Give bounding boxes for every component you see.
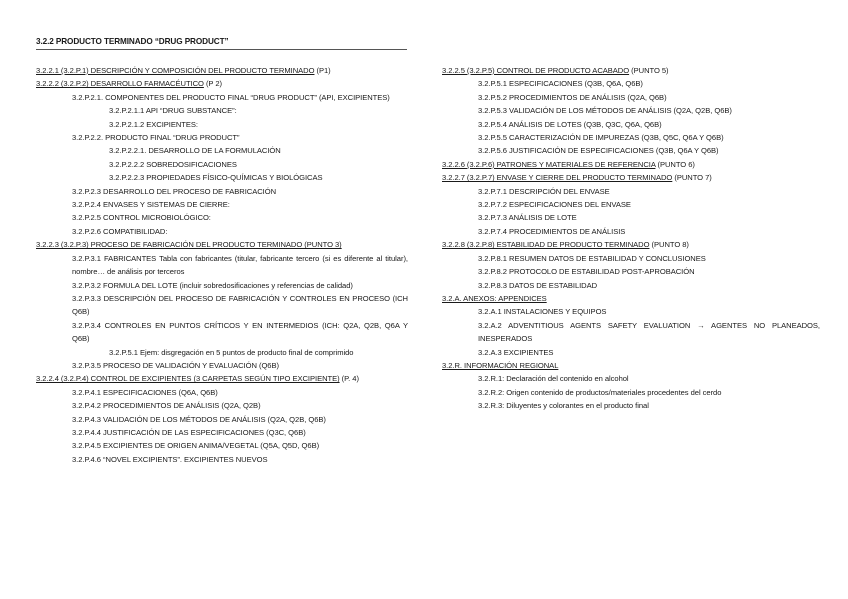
section-heading-suffix: (PUNTO 6) (655, 159, 695, 169)
outline-item-text: 3.2.P.5.1 ESPECIFICACIONES (Q3B, Q6A, Q6B) (478, 79, 643, 89)
outline-item-text: 3.2.P.4.6 “NOVEL EXCIPIENTS”. EXCIPIENTES NUEVOS (72, 454, 268, 464)
outline-item (36, 413, 408, 426)
outline-item-text: 3.2.P.2.2.3 PROPIEDADES FÍSICO-QUÍMICAS Y BIOLÓGICAS (109, 173, 323, 183)
section-heading-label: 3.2.2.3 (3.2.P.3) PROCESO DE FABRICACIÓN DEL PRODUCTO TERMINADO (PUNTO 3) (36, 240, 342, 250)
section-heading-label: 3.2.2.7 (3.2.P.7) ENVASE Y CIERRE DEL PRODUCTO TERMINADO (442, 173, 673, 183)
outline-item (442, 252, 820, 265)
section-heading (36, 238, 408, 251)
outline-item-text: 3.2.P.5.3 VALIDACIÓN DE LOS MÉTODOS DE ANÁLISIS (Q2A, Q2B, Q6B) (478, 106, 732, 116)
outline-item (442, 346, 820, 359)
outline-item (36, 198, 408, 211)
section-heading-suffix: (PUNTO 8) (649, 240, 689, 250)
outline-item-text: 3.2.A.1 INSTALACIONES Y EQUIPOS (478, 307, 607, 317)
section-heading-label: 3.2.2.2 (3.2.P.2) DESARROLLO FARMACÉUTICO (36, 79, 204, 89)
right-column (442, 64, 820, 413)
section-heading (442, 171, 820, 184)
outline-item (442, 372, 820, 385)
section-heading (442, 64, 820, 77)
section-heading-label: 3.2.2.6 (3.2.P.6) PATRONES Y MATERIALES DE REFERENCIA (442, 159, 656, 169)
outline-item (442, 144, 820, 157)
outline-item-text: 3.2.P.7.4 PROCEDIMIENTOS DE ANÁLISIS (478, 226, 626, 236)
outline-item-text: 3.2.P.2.2.1. DESARROLLO DE LA FORMULACIÓN (109, 146, 281, 156)
outline-item (442, 211, 820, 224)
outline-item (36, 171, 408, 184)
outline-item-text: 3.2.P.3.4 CONTROLES EN PUNTOS CRÍTICOS Y EN INTERMEDIOS (ICH: Q2A, Q2B, Q6A Y Q6B) (72, 320, 408, 344)
outline-item (442, 386, 820, 399)
section-heading-suffix: (P 2) (203, 79, 223, 89)
page-title: 3.2.2 PRODUCTO TERMINADO “DRUG PRODUCT” (36, 37, 229, 46)
outline-item (36, 386, 408, 399)
outline-item-text: 3.2.P.8.3 DATOS DE ESTABILIDAD (478, 280, 598, 290)
outline-item-text: 3.2.P.3.1 FABRICANTES Tabla con fabricantes (titular, fabricante tercero (si es diferente al titular), nombre… de análisis por terceros (72, 253, 408, 277)
outline-item (36, 279, 408, 292)
section-heading (442, 359, 820, 372)
section-heading-suffix: (P. 4) (339, 374, 359, 384)
section-heading (442, 158, 820, 171)
outline-item (36, 91, 408, 104)
outline-item (442, 198, 820, 211)
outline-item (36, 399, 408, 412)
outline-item (36, 118, 408, 131)
section-heading (442, 238, 820, 251)
outline-item (36, 439, 408, 452)
outline-item-text: 3.2.P.5.6 JUSTIFICACIÓN DE ESPECIFICACIONES (Q3B, Q6A Y Q6B) (478, 146, 719, 156)
outline-item (36, 453, 408, 466)
outline-item (36, 158, 408, 171)
section-heading-label: 3.2.2.1 (3.2.P.1) DESCRIPCIÓN Y COMPOSICIÓN DEL PRODUCTO TERMINADO (36, 66, 315, 75)
outline-item (442, 305, 820, 318)
outline-item (36, 185, 408, 198)
outline-item-text: 3.2.P.2.5 CONTROL MICROBIOLÓGICO: (72, 213, 211, 223)
outline-item (442, 104, 820, 117)
outline-item (442, 225, 820, 238)
outline-item-text: 3.2.P.5.5 CARACTERIZACIÓN DE IMPUREZAS (Q3B, Q5C, Q6A Y Q6B) (478, 133, 724, 143)
outline-item-text: 3.2.P.2.6 COMPATIBILIDAD: (72, 226, 168, 236)
section-heading-suffix: (P1) (314, 66, 331, 75)
outline-item (36, 346, 408, 359)
outline-item-text: 3.2.P.2.1.2 EXCIPIENTES: (109, 119, 198, 129)
section-heading-label: 3.2.R. INFORMACIÓN REGIONAL (442, 360, 559, 370)
outline-item (36, 292, 408, 319)
outline-item (442, 77, 820, 90)
outline-item (442, 131, 820, 144)
outline-item (442, 399, 820, 412)
section-heading (36, 372, 408, 385)
outline-item-text: 3.2.P.5.2 PROCEDIMIENTOS DE ANÁLISIS (Q2A, Q6B) (478, 92, 667, 102)
outline-item-text: 3.2.A.2 ADVENTITIOUS AGENTS SAFETY EVALUATION → AGENTES NO PLANEADOS, INESPERADOS (478, 320, 820, 344)
outline-item (36, 144, 408, 157)
outline-item-text: 3.2.P.5.1 Ejem: disgregación en 5 puntos de producto final de comprimido (109, 347, 354, 357)
outline-item-text: 3.2.P.7.3 ANÁLISIS DE LOTE (478, 213, 577, 223)
outline-item-text: 3.2.P.3.5 PROCESO DE VALIDACIÓN Y EVALUACIÓN (Q6B) (72, 360, 279, 370)
section-heading (36, 77, 408, 90)
left-column (36, 64, 408, 466)
outline-item-text: 3.2.P.4.5 EXCIPIENTES DE ORIGEN ANIMA/VEGETAL (Q5A, Q5D, Q6B) (72, 441, 320, 451)
outline-item-text: 3.2.P.3.3 DESCRIPCIÓN DEL PROCESO DE FABRICACIÓN Y CONTROLES EN PROCESO (ICH Q6B) (72, 293, 408, 317)
outline-item (442, 185, 820, 198)
outline-item-text: 3.2.P.5.4 ANÁLISIS DE LOTES (Q3B, Q3C, Q6A, Q6B) (478, 119, 662, 129)
outline-item-text: 3.2.R.3: Diluyentes y colorantes en el producto final (478, 401, 649, 411)
outline-item-text: 3.2.A.3 EXCIPIENTES (478, 347, 554, 357)
outline-item-text: 3.2.P.8.1 RESUMEN DATOS DE ESTABILIDAD Y CONCLUSIONES (478, 253, 706, 263)
outline-item (36, 104, 408, 117)
outline-item-text: 3.2.P.4.2 PROCEDIMIENTOS DE ANÁLISIS (Q2A, Q2B) (72, 401, 261, 411)
outline-item (36, 225, 408, 238)
outline-item-text: 3.2.P.2.3 DESARROLLO DEL PROCESO DE FABRICACIÓN (72, 186, 277, 196)
section-heading-label: 3.2.2.4 (3.2.P.4) CONTROL DE EXCIPIENTES (3 CARPETAS SEGÚN TIPO EXCIPIENTE) (36, 374, 340, 384)
outline-item-text: 3.2.R.1: Declaración del contenido en alcohol (478, 374, 629, 384)
outline-item-text: 3.2.R.2: Origen contenido de productos/materiales procedentes del cerdo (478, 387, 722, 397)
section-heading-label: 3.2.2.8 (3.2.P.8) ESTABILIDAD DE PRODUCTO TERMINADO (442, 240, 650, 250)
outline-item (36, 131, 408, 144)
outline-item-text: 3.2.P.4.4 JUSTIFICACIÓN DE LAS ESPECIFICACIONES (Q3C, Q6B) (72, 427, 306, 437)
outline-item (442, 279, 820, 292)
section-heading-suffix: (PUNTO 7) (672, 173, 712, 183)
section-heading-label: 3.2.A. ANEXOS: APPENDICES (442, 293, 547, 303)
outline-item-text: 3.2.P.2.1.1 API “DRUG SUBSTANCE”: (109, 106, 237, 116)
outline-item-text: 3.2.P.3.2 FORMULA DEL LOTE (incluir sobredosificaciones y referencias de calidad) (72, 280, 353, 290)
outline-item (36, 211, 408, 224)
outline-item (442, 91, 820, 104)
outline-item-text: 3.2.P.2.4 ENVASES Y SISTEMAS DE CIERRE: (72, 200, 230, 210)
outline-item (442, 265, 820, 278)
outline-item (442, 319, 820, 346)
outline-item-text: 3.2.P.2.2. PRODUCTO FINAL “DRUG PRODUCT” (72, 133, 240, 143)
outline-item-text: 3.2.P.4.1 ESPECIFICACIONES (Q6A, Q6B) (72, 387, 218, 397)
outline-item (36, 252, 408, 279)
title-underline (36, 49, 407, 50)
outline-item (442, 118, 820, 131)
outline-item (36, 359, 408, 372)
outline-item-text: 3.2.P.2.1. COMPONENTES DEL PRODUCTO FINAL “DRUG PRODUCT” (API, EXCIPIENTES) (72, 92, 390, 102)
section-heading (442, 292, 820, 305)
section-heading (36, 64, 408, 77)
outline-item-text: 3.2.P.7.1 DESCRIPCIÓN DEL ENVASE (478, 186, 610, 196)
section-heading-label: 3.2.2.5 (3.2.P.5) CONTROL DE PRODUCTO ACABADO (442, 66, 630, 75)
section-heading-suffix: (PUNTO 5) (629, 66, 669, 75)
outline-item-text: 3.2.P.8.2 PROTOCOLO DE ESTABILIDAD POST-APROBACIÓN (478, 267, 695, 277)
outline-item (36, 319, 408, 346)
outline-item-text: 3.2.P.4.3 VALIDACIÓN DE LOS MÉTODOS DE ANÁLISIS (Q2A, Q2B, Q6B) (72, 414, 326, 424)
outline-item (36, 426, 408, 439)
outline-item-text: 3.2.P.2.2.2 SOBREDOSIFICACIONES (109, 159, 237, 169)
outline-item-text: 3.2.P.7.2 ESPECIFICACIONES DEL ENVASE (478, 200, 631, 210)
